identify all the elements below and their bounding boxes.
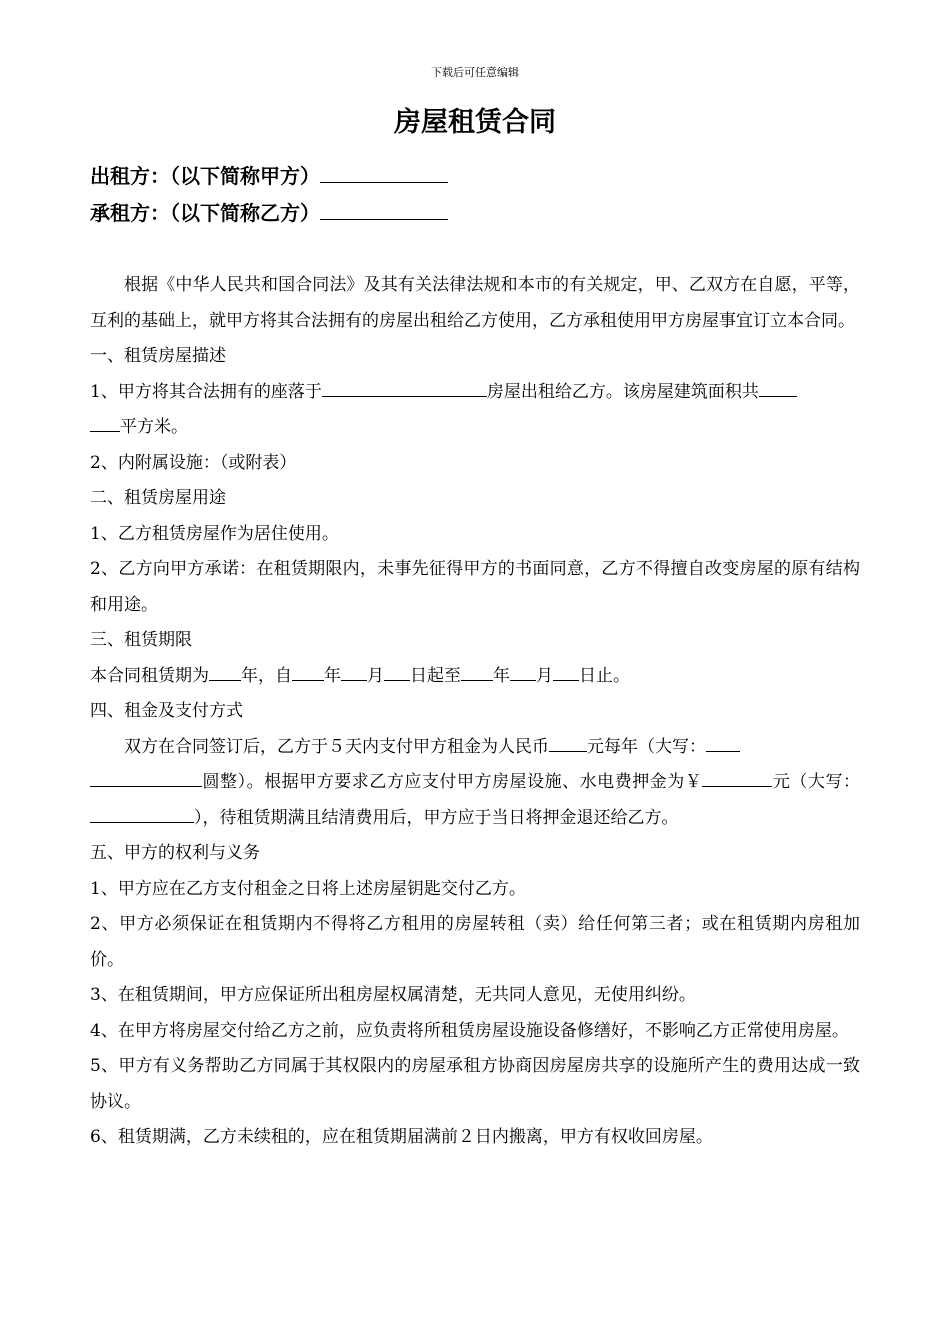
rent-words-blank-cont[interactable] [90,766,202,787]
rent-amount-blank[interactable] [549,731,587,752]
clause-1-2: 2、内附属设施：（或附表） [90,452,297,473]
lessor-name-blank[interactable] [320,161,448,183]
section-heading-3: 三、租赁期限 [90,630,192,650]
preamble-paragraph: 根据《中华人民共和国合同法》及其有关法律法规和本市的有关规定，甲、乙双方在自愿，平等，互利的基础上，就甲方将其合法拥有的房屋出租给乙方使用，乙方承租使用甲方房屋事宜订立本合同。 [90,275,860,331]
area-blank-cont[interactable] [90,411,120,432]
start-month-blank[interactable] [341,660,367,681]
clause-5-2: 2、甲方必须保证在租赁期内不得将乙方租用的房屋转租（卖）给任何第三者；或在租赁期内房租加价。 [90,914,860,970]
clause-text: 元每年（大写： [587,736,706,757]
clause-text: 日止。 [579,665,630,686]
clause-text: 年 [324,665,341,686]
section-heading-5: 五、甲方的权利与义务 [90,843,260,863]
clause-2-1: 1、乙方租赁房屋作为居住使用。 [90,523,339,544]
deposit-words-blank[interactable] [90,802,194,823]
lessee-label: 承租方：（以下简称乙方） [90,201,320,225]
section-heading-4: 四、租金及支付方式 [90,701,243,721]
deposit-amount-blank[interactable] [702,766,772,787]
clause-text: 双方在合同签订后，乙方于５天内支付甲方租金为人民币 [124,736,549,757]
clause-text: 1、甲方将其合法拥有的座落于 [90,381,322,402]
term-years-blank[interactable] [209,660,241,681]
rent-words-blank[interactable] [706,731,740,752]
clause-text: 圆整）。根据甲方要求乙方应支付甲方房屋设施、水电费押金为￥ [202,772,703,792]
clause-text: 房屋出租给乙方。该房屋建筑面积共 [486,381,759,402]
area-blank[interactable] [759,376,797,397]
end-day-blank[interactable] [553,660,579,681]
end-month-blank[interactable] [510,660,536,681]
clause-5-1: 1、甲方应在乙方支付租金之日将上述房屋钥匙交付乙方。 [90,878,526,899]
clause-text: 年 [493,665,510,686]
rent-payment-clause [90,730,860,837]
lessor-label: 出租方：（以下简称甲方） [90,164,320,188]
lease-term-clause [90,659,860,695]
clause-1-1 [90,375,860,446]
lessee-line [90,198,448,228]
lessor-line [90,161,448,191]
clause-text: 本合同租赁期为 [90,665,209,686]
clause-5-3: 3、在租赁期间，甲方应保证所出租房屋权属清楚，无共同人意见，无使用纠纷。 [90,985,696,1005]
clause-text: 日起至 [410,665,461,686]
start-year-blank[interactable] [292,660,324,681]
clause-5-6: 6、租赁期满，乙方未续租的，应在租赁期届满前２日内搬离，甲方有权收回房屋。 [90,1127,713,1147]
header-note: 下载后可任意编辑 [431,66,519,79]
clause-text: 年，自 [241,665,292,686]
section-heading-2: 二、租赁房屋用途 [90,488,226,508]
document-title: 房屋租赁合同 [394,107,556,138]
clause-5-5: 5、甲方有义务帮助乙方同属于其权限内的房屋承租方协商因房屋房共享的设施所产生的费用达成一致协议。 [90,1056,860,1112]
clause-text: 月 [536,665,553,686]
end-year-blank[interactable] [461,660,493,681]
clause-text: 元（大写： [772,772,861,792]
contract-body [90,268,860,1156]
clause-text: ），待租赁期满且结清费用后，甲方应于当日将押金退还给乙方。 [194,807,679,828]
address-blank[interactable] [322,376,487,397]
clause-2-2: 2、乙方向甲方承诺：在租赁期限内，未事先征得甲方的书面同意，乙方不得擅自改变房屋的原有结构和用途。 [90,559,860,615]
section-heading-1: 一、租赁房屋描述 [90,346,226,366]
clause-5-4: 4、在甲方将房屋交付给乙方之前，应负责将所租赁房屋设施设备修缮好，不影响乙方正常使用房屋。 [90,1020,849,1041]
lessee-name-blank[interactable] [320,198,448,220]
clause-text: 平方米。 [120,417,188,437]
clause-text: 月 [367,665,384,686]
start-day-blank[interactable] [384,660,410,681]
